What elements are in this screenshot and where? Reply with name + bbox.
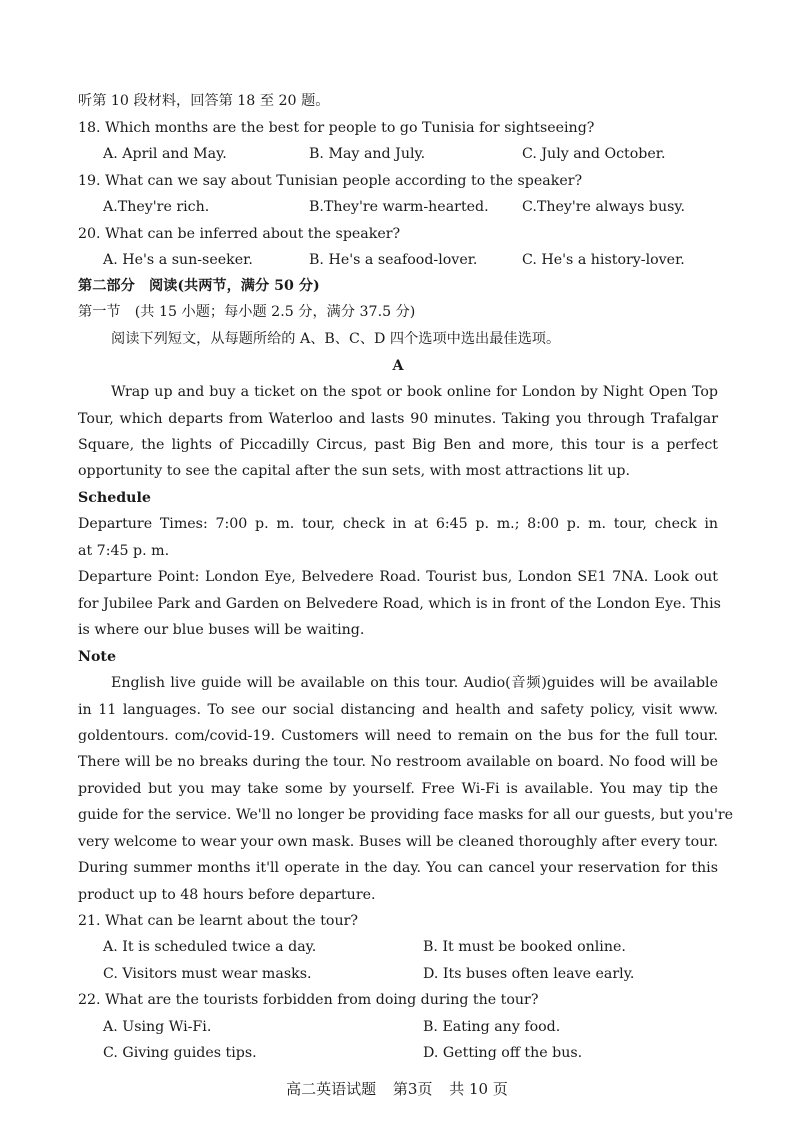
- footer-exam-title: 高二英语试题: [286, 1080, 377, 1098]
- note-line: There will be no breaks during the tour. No restroom available on board. No food will be: [78, 754, 718, 770]
- passage-label: A: [392, 358, 404, 374]
- q18-option-b: B. May and July.: [309, 146, 426, 162]
- departure-times-line: at 7:45 p. m.: [78, 543, 170, 559]
- q18-option-a: A. April and May.: [103, 146, 227, 162]
- q21-option-a: A. It is scheduled twice a day.: [103, 939, 317, 955]
- question-20-stem: 20. What can be inferred about the speaker?: [78, 226, 401, 242]
- footer-total-pages: 共 10 页: [449, 1080, 508, 1098]
- question-19-stem: 19. What can we say about Tunisian people according to the speaker?: [78, 173, 583, 189]
- note-line: in 11 languages. To see our social distancing and health and safety policy, visit www.: [78, 702, 718, 718]
- part-two-heading: 第二部分 阅读(共两节，满分 50 分): [78, 278, 320, 294]
- departure-times-line: Departure Times: 7:00 p. m. tour, check in at 6:45 p. m.; 8:00 p. m. tour, check in: [78, 516, 718, 532]
- footer-page-number: 第3页: [392, 1080, 433, 1098]
- q21-option-d: D. Its buses often leave early.: [423, 966, 635, 982]
- page-footer: [0, 1079, 794, 1099]
- reading-instruction: 阅读下列短文，从每题所给的 A、B、C、D 四个选项中选出最佳选项。: [111, 331, 561, 347]
- note-line: goldentours. com/covid-19. Customers will need to remain on the bus for the full tour.: [78, 728, 718, 744]
- question-21-stem: 21. What can be learnt about the tour?: [78, 913, 358, 929]
- schedule-heading: Schedule: [78, 490, 151, 506]
- note-line: product up to 48 hours before departure.: [78, 887, 376, 903]
- passage-paragraph-1-line: Wrap up and buy a ticket on the spot or book online for London by Night Open Top: [111, 384, 718, 400]
- question-22-stem: 22. What are the tourists forbidden from doing during the tour?: [78, 992, 539, 1008]
- q19-option-a: A.They're rich.: [103, 199, 210, 215]
- departure-point-line: for Jubilee Park and Garden on Belvedere Road, which is in front of the London Eye. This: [78, 596, 721, 612]
- note-line: English live guide will be available on this tour. Audio(音频)guides will be available: [111, 675, 718, 691]
- q22-option-a: A. Using Wi-Fi.: [103, 1019, 212, 1035]
- q20-option-a: A. He's a sun-seeker.: [103, 252, 253, 268]
- q21-option-c: C. Visitors must wear masks.: [103, 966, 312, 982]
- q22-option-d: D. Getting off the bus.: [423, 1045, 583, 1061]
- note-line: guide for the service. We'll no longer be providing face masks for all our guests, but you're: [78, 807, 734, 823]
- question-18-stem: 18. Which months are the best for people to go Tunisia for sightseeing?: [78, 120, 595, 136]
- passage-paragraph-1-line: opportunity to see the capital after the sun sets, with most attractions lit up.: [78, 463, 630, 479]
- q22-option-b: B. Eating any food.: [423, 1019, 561, 1035]
- q22-option-c: C. Giving guides tips.: [103, 1045, 257, 1061]
- departure-point-line: is where our blue buses will be waiting.: [78, 622, 365, 638]
- q20-option-c: C. He's a history-lover.: [522, 252, 685, 268]
- note-line: very welcome to wear your own mask. Buses will be cleaned thoroughly after every tour.: [78, 834, 719, 850]
- note-line: provided but you may take some by yourself. Free Wi-Fi is available. You may tip the: [78, 781, 718, 797]
- departure-point-line: Departure Point: London Eye, Belvedere Road. Tourist bus, London SE1 7NA. Look out: [78, 569, 718, 585]
- q19-option-b: B.They're warm-hearted.: [309, 199, 489, 215]
- note-heading: Note: [78, 649, 117, 665]
- q19-option-c: C.They're always busy.: [522, 199, 686, 215]
- listening-instruction: 听第 10 段材料，回答第 18 至 20 题。: [78, 93, 330, 109]
- passage-paragraph-1-line: Tour, which departs from Waterloo and lasts 90 minutes. Taking you through Trafalgar: [78, 411, 718, 427]
- note-line: During summer months it'll operate in the day. You can cancel your reservation for this: [78, 860, 718, 876]
- section-one-heading: 第一节 (共 15 小题；每小题 2.5 分，满分 37.5 分): [78, 304, 416, 320]
- q18-option-c: C. July and October.: [522, 146, 666, 162]
- q20-option-b: B. He's a seafood-lover.: [309, 252, 478, 268]
- passage-paragraph-1-line: Square, the lights of Piccadilly Circus, past Big Ben and more, this tour is a perfect: [78, 437, 718, 453]
- q21-option-b: B. It must be booked online.: [423, 939, 626, 955]
